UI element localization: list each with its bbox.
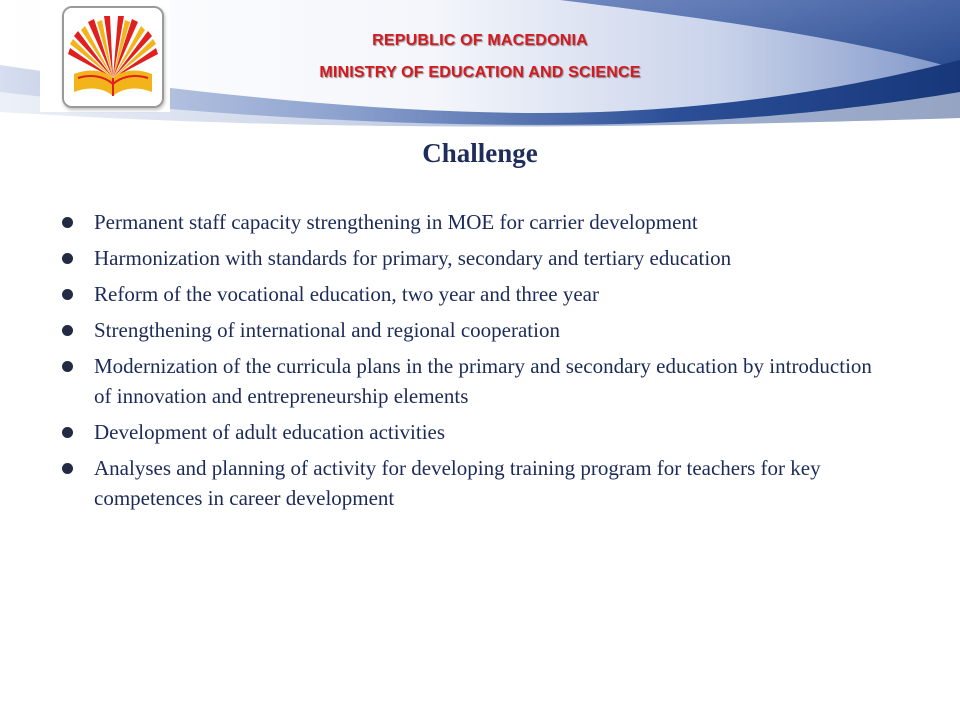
bullet-icon (62, 427, 73, 438)
challenge-list (60, 207, 880, 519)
ministry-logo (62, 6, 164, 108)
slide-title: Challenge (422, 138, 538, 168)
bullet-icon (62, 463, 73, 474)
list-item: Development of adult education activities (60, 417, 880, 447)
list-item: Strengthening of international and regional cooperation (60, 315, 880, 345)
org-ministry: MINISTRY OF EDUCATION AND SCIENCE (319, 64, 641, 81)
list-item: Analyses and planning of activity for developing training program for teachers for key competences in career development (60, 453, 880, 513)
list-item: Harmonization with standards for primary, secondary and tertiary education (60, 243, 880, 273)
org-country: REPUBLIC OF MACEDONIA (372, 32, 588, 49)
bullet-icon (62, 325, 73, 336)
bullet-icon (62, 253, 73, 264)
list-item: Modernization of the curricula plans in the primary and secondary education by introduction of innovation and entrepreneurship elements (60, 351, 880, 411)
list-item: Permanent staff capacity strengthening in MOE for carrier development (60, 207, 880, 237)
bullet-icon (62, 217, 73, 228)
header-banner (0, 0, 960, 130)
open-book-sunburst-logo-icon (64, 8, 162, 106)
bullet-icon (62, 361, 73, 372)
list-item: Reform of the vocational education, two year and three year (60, 279, 880, 309)
bullet-icon (62, 289, 73, 300)
